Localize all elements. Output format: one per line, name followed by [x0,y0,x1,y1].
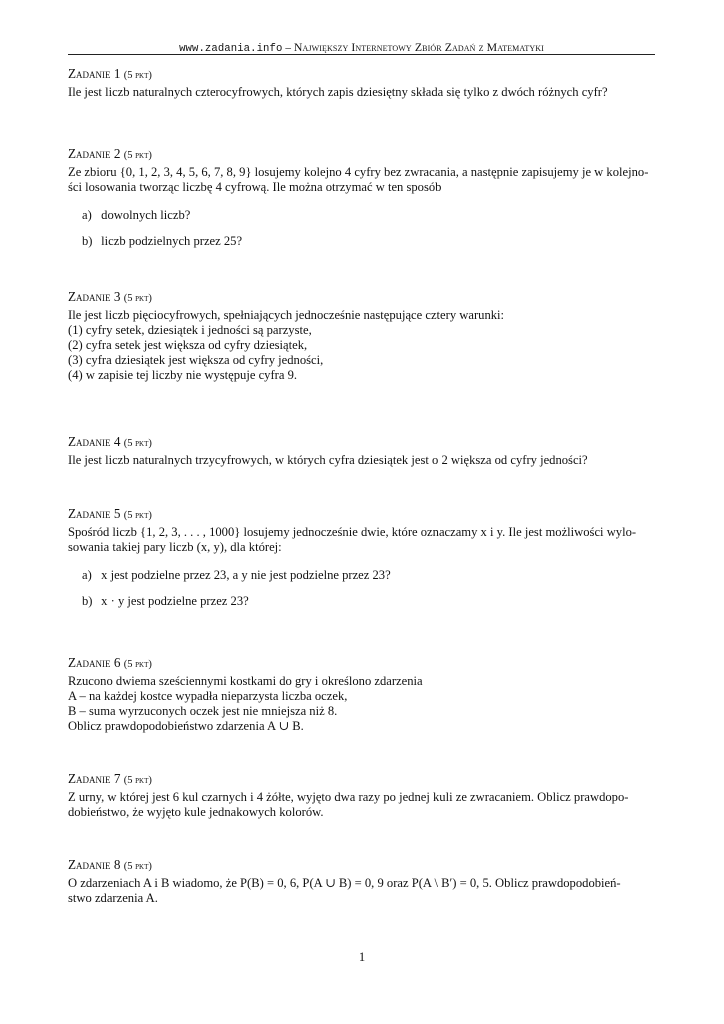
header-url[interactable]: www.zadania.info [179,43,283,55]
task-points: (5 pkt) [123,293,152,304]
task-4 [68,434,658,468]
task-text: Ile jest liczb pięciocyfrowych, spełniających jednocześnie następujące cztery warunki: (1) cyfry setek, dziesiątek i jedności są parzyste, (2) cyfra setek jest większa od cyfry dziesiątek, (3) cyfra dziesiątek jest większa od cyfry jedności, (4) w zapisie tej liczby nie występuje cyfra 9. [68,308,505,382]
task-title: Zadanie 6 [68,655,121,670]
task-points: (5 pkt) [123,659,152,670]
task-1 [68,66,658,100]
task-heading [68,771,658,789]
task-points: (5 pkt) [123,775,152,786]
task-title: Zadanie 2 [68,146,121,161]
task-heading [68,289,658,307]
subitem-text: liczb podzielnych przez 25? [101,234,243,248]
subitem-label: a) [82,568,92,582]
subitem-a [82,568,658,583]
task-heading [68,506,658,524]
task-points: (5 pkt) [123,510,152,521]
subitem-text: x jest podzielne przez 23, a y nie jest podzielne przez 23? [101,568,391,582]
subitem-label: b) [82,594,93,608]
task-text: Z urny, w której jest 6 kul czarnych i 4 żółte, wyjęto dwa razy po jednej kuli ze zwracaniem. Oblicz prawdopo- dobieństwo, że wyjęto kule jednakowych kolorów. [68,790,629,819]
task-heading [68,434,658,452]
task-heading [68,66,658,84]
subitem-text: x · y jest podzielne przez 23? [101,594,249,608]
task-title: Zadanie 1 [68,66,121,81]
task-text: O zdarzeniach A i B wiadomo, że P(B) = 0, 6, P(A ∪ B) = 0, 9 oraz P(A \ B′) = 0, 5. Oblicz prawdopodobień- stwo zdarzenia A. [68,876,621,905]
page-number: 1 [358,950,366,964]
task-text: Ze zbioru {0, 1, 2, 3, 4, 5, 6, 7, 8, 9} losujemy kolejno 4 cyfry bez zwracania, a następnie zapisujemy je w kolejno- ści losowania tworząc liczbę 4 cyfrową. Ile można otrzymać w ten sposób [68,165,649,194]
task-7 [68,771,658,820]
task-8 [68,857,658,906]
task-text: Ile jest liczb naturalnych czterocyfrowych, których zapis dziesiętny składa się tylko z dwóch różnych cyfr? [68,85,608,99]
task-title: Zadanie 5 [68,506,121,521]
task-title: Zadanie 7 [68,771,121,786]
task-heading [68,146,658,164]
task-5 [68,506,658,609]
task-points: (5 pkt) [123,150,152,161]
subitem-label: a) [82,208,92,222]
task-text: Ile jest liczb naturalnych trzycyfrowych, w których cyfra dziesiątek jest o 2 większa od cyfry jedności? [68,453,588,467]
task-heading [68,655,658,673]
task-6 [68,655,658,734]
task-text: Spośród liczb {1, 2, 3, . . . , 1000} losujemy jednocześnie dwie, które oznaczamy x i y. Ile jest możliwości wylo- sowania takiej pary liczb (x, y), dla której: [68,525,637,554]
task-heading [68,857,658,875]
header-rule [68,54,655,55]
task-title: Zadanie 4 [68,434,121,449]
header-title: Największy Internetowy Zbiór Zadań z Matematyki [293,40,544,54]
task-3 [68,289,658,383]
task-title: Zadanie 8 [68,857,121,872]
task-title: Zadanie 3 [68,289,121,304]
task-points: (5 pkt) [123,70,152,81]
subitem-a [82,208,658,223]
task-points: (5 pkt) [123,861,152,872]
subitem-text: dowolnych liczb? [101,208,191,222]
task-2 [68,146,658,249]
header-separator: – [282,42,294,54]
task-text: Rzucono dwiema sześciennymi kostkami do gry i określono zdarzenia A – na każdej kostce wypadła nieparzysta liczba oczek, B – suma wyrzuconych oczek jest nie mniejsza niż 8. Oblicz prawdopodobieństwo zdarzenia A ∪ B. [68,674,423,733]
subitem-b [82,594,658,609]
subitem-b [82,234,658,249]
subitem-label: b) [82,234,93,248]
task-points: (5 pkt) [123,438,152,449]
